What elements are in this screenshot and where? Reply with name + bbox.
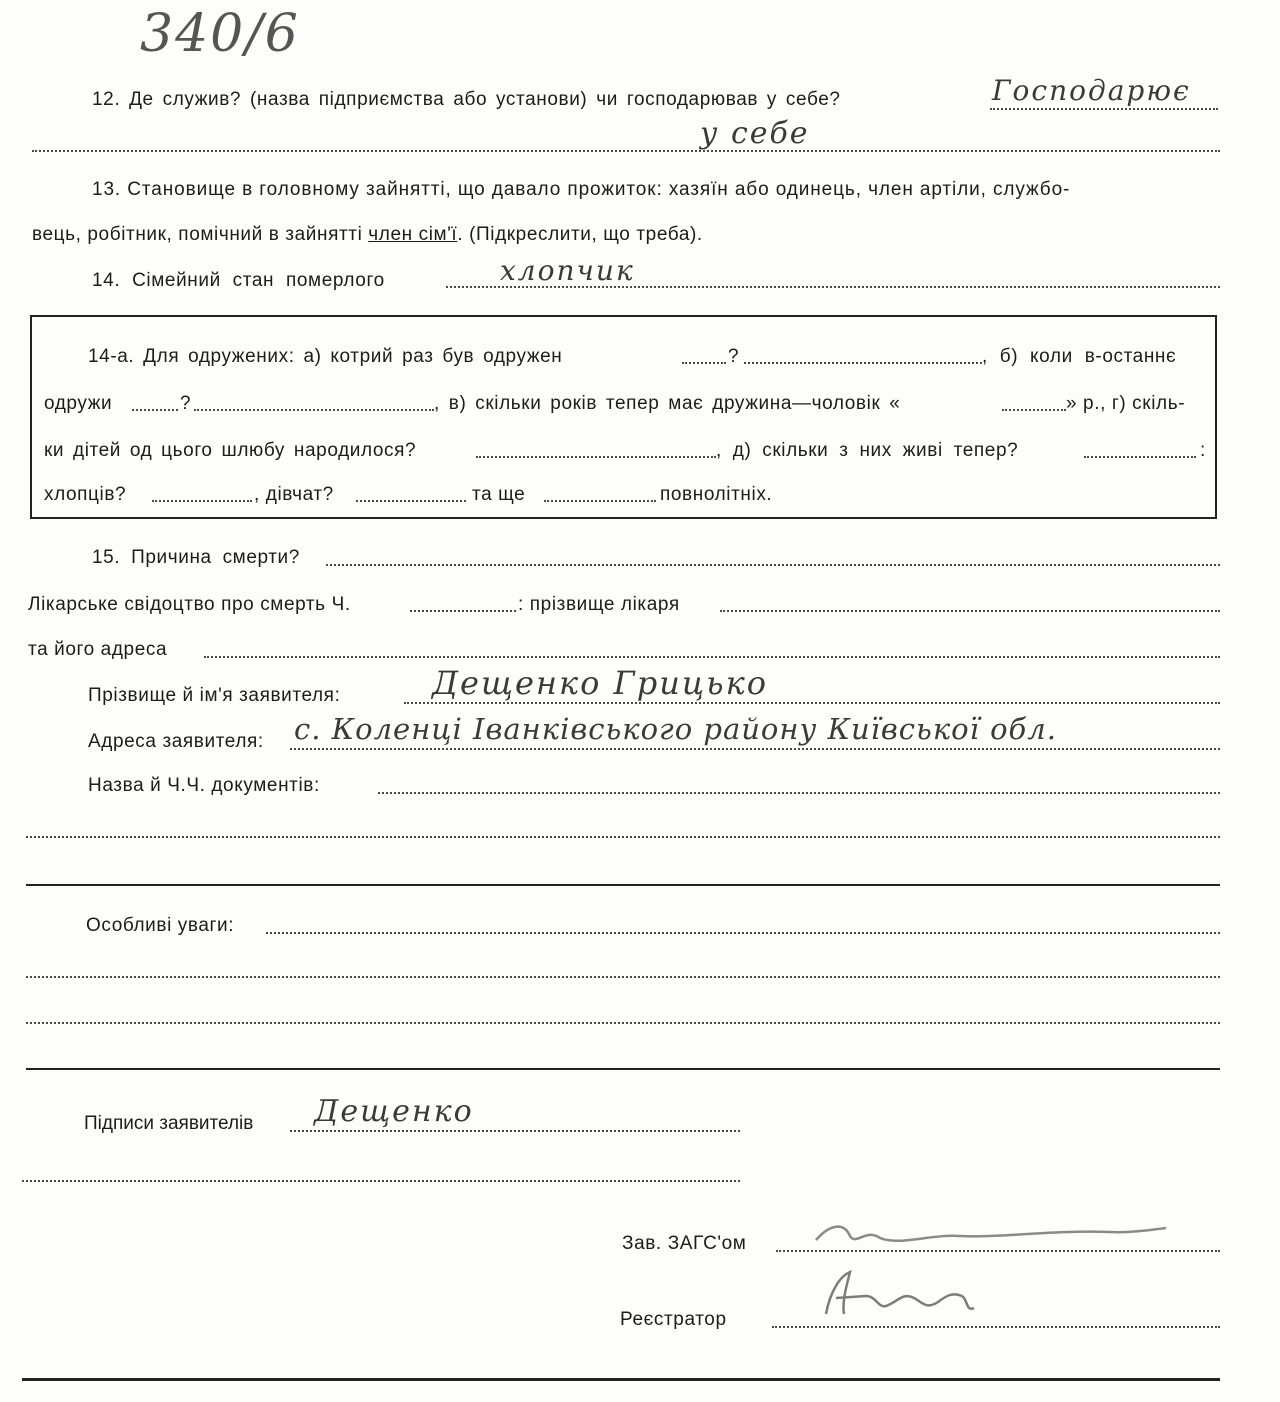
registrar-signature — [806, 1262, 1006, 1332]
q14-text: 14. Сімейний стан померлого — [92, 270, 385, 291]
q14a-line-4a: хлопців? — [44, 484, 127, 505]
q14a-field-7 — [1084, 456, 1196, 458]
zags-head-signature — [810, 1216, 1170, 1256]
applicant-name-label: Прізвище й ім'я заявителя: — [88, 685, 341, 706]
q14a-line-1a: 14-а. Для одружених: а) котрий раз був одружен — [88, 346, 563, 367]
q14a-field-1 — [682, 362, 726, 364]
q14a-line-3b: , д) скільки з них живі тепер? — [716, 440, 1019, 461]
q13-line-2-text: вець, робітник, помічний в зайнятті — [32, 224, 369, 245]
q12-answer-2: у себе — [700, 116, 810, 151]
q14a-line-2c: , в) скільки років тепер має дружина—чоловік « — [434, 393, 901, 414]
q14a-line-2a: одружи — [44, 393, 113, 414]
q14a-field-4 — [194, 409, 434, 411]
applicant-signature-value: Дещенко — [314, 1094, 474, 1129]
q14a-field-3 — [132, 409, 178, 411]
zags-head-label: Зав. ЗАГС'ом — [622, 1233, 747, 1254]
section-divider-2 — [26, 1068, 1220, 1070]
q14a-line-4b: , дівчат? — [254, 484, 334, 505]
q14a-line-4c: та ще — [472, 484, 526, 505]
q14a-field-6 — [476, 456, 716, 458]
q12-answer-line-2 — [32, 150, 1220, 152]
documents-label: Назва й Ч.Ч. документів: — [88, 775, 320, 796]
q12-answer-1: Господарює — [992, 74, 1191, 107]
q13-line-2 — [32, 223, 703, 247]
q14a-line-3c: : — [1200, 440, 1206, 461]
applicant-signature-line-2 — [22, 1180, 740, 1182]
q13-line-2-tail: . (Підкреслити, що треба). — [457, 224, 703, 245]
q12-text: 12. Де служив? (назва підприємства або установи) чи господарював у себе? — [92, 89, 841, 110]
q14-answer: хлопчик — [500, 254, 635, 287]
q14a-field-10 — [544, 500, 656, 502]
applicant-signature-line — [290, 1130, 740, 1132]
remarks-label: Особливі уваги: — [86, 915, 235, 936]
q14a-field-2 — [744, 362, 982, 364]
q13-underlined-option: член сім'ї — [368, 224, 458, 245]
q14a-box — [30, 315, 1217, 519]
applicant-address-line — [290, 748, 1220, 750]
q14a-line-2d: » р., г) скіль- — [1066, 393, 1186, 414]
applicant-name-value: Дещенко Грицько — [432, 664, 768, 702]
section-divider-1 — [26, 884, 1220, 886]
bottom-rule — [22, 1378, 1220, 1381]
doctor-label: : прізвище лікаря — [518, 594, 680, 615]
q14a-line-2b: ? — [180, 393, 192, 414]
applicant-signature-label: Підписи заявителів — [84, 1113, 254, 1134]
doctor-name-line — [720, 610, 1220, 612]
doctor-address-label: та його адреса — [28, 639, 168, 660]
documents-line-1 — [378, 792, 1220, 794]
remarks-line-1 — [266, 932, 1220, 934]
documents-line-2 — [26, 836, 1220, 838]
applicant-address-label: Адреса заявителя: — [88, 731, 264, 752]
applicant-name-line — [404, 702, 1220, 704]
q14a-field-9 — [356, 500, 466, 502]
q15-text: 15. Причина смерти? — [92, 547, 300, 568]
doctor-address-line — [204, 656, 1220, 658]
medical-certificate-label: Лікарське свідоцтво про смерть Ч. — [28, 594, 351, 615]
q14a-line-1b: ? — [728, 346, 740, 367]
q14a-field-8 — [152, 500, 252, 502]
registrar-label: Реєстратор — [620, 1309, 727, 1330]
remarks-line-3 — [26, 1022, 1220, 1024]
applicant-address-value: с. Коленці Іванківського району Київської обл. — [294, 712, 1057, 746]
archive-number: 340/6 — [140, 4, 300, 64]
q13-line-1: 13. Становище в головному зайнятті, що давало прожиток: хазяїн або одинець, член артіли, службо- — [92, 179, 1071, 200]
q15-answer-line — [326, 564, 1220, 566]
q14a-line-4d: повнолітніх. — [660, 484, 773, 505]
medical-certificate-number-line — [410, 610, 516, 612]
q14a-line-3a: ки дітей од цього шлюбу народилося? — [44, 440, 417, 461]
q14a-field-5 — [1002, 409, 1066, 411]
q14a-line-1c: , б) коли в-останнє — [982, 346, 1177, 367]
q12-answer-line-1 — [990, 108, 1218, 110]
remarks-line-2 — [26, 976, 1220, 978]
